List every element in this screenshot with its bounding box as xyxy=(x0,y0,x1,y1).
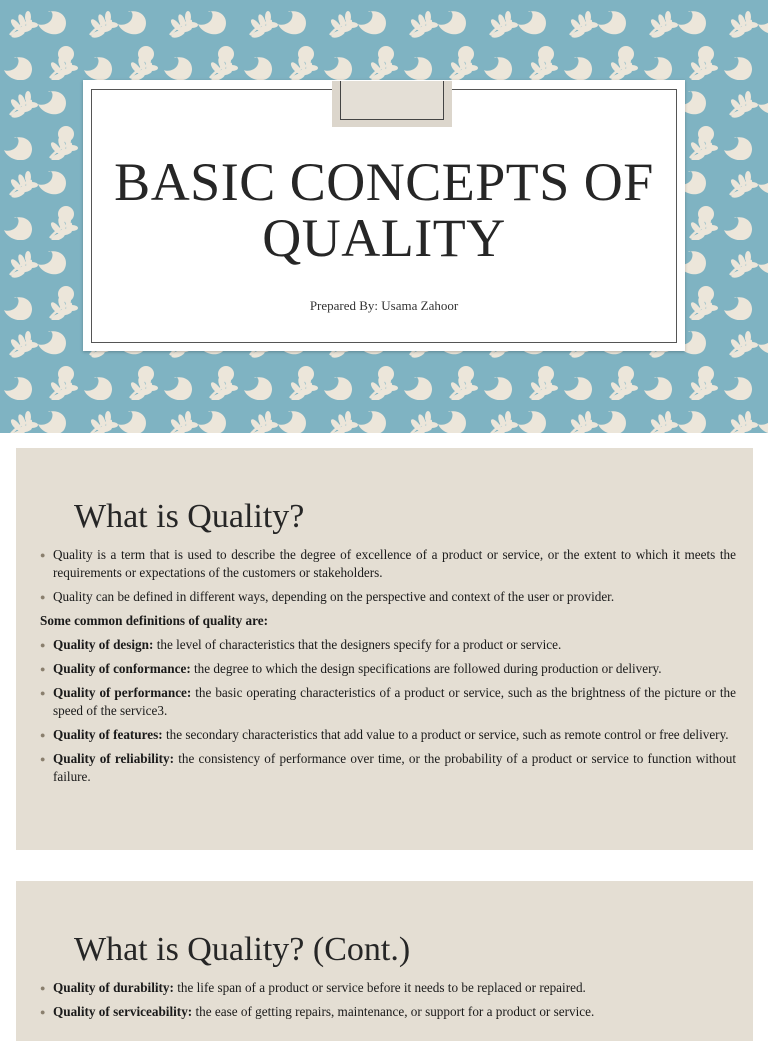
slide-body xyxy=(40,979,736,1027)
main-title-text: BASIC CONCEPTS OF QUALITY xyxy=(114,152,654,268)
bullet-text: Quality can be defined in different ways, depending on the perspective and context of the user or provider. xyxy=(53,589,615,604)
bullet-icon: ● xyxy=(40,688,46,698)
slide-body xyxy=(40,546,736,792)
bullet-icon: ● xyxy=(40,983,46,993)
bullet-icon: ● xyxy=(40,730,46,740)
list-item xyxy=(40,546,736,582)
subheading: Some common definitions of quality are: xyxy=(40,613,268,628)
definition-term: Quality of conformance: xyxy=(53,661,191,676)
slide-what-is-quality-cont xyxy=(16,881,753,1041)
slide-heading: What is Quality? xyxy=(74,498,305,535)
list-item xyxy=(40,1003,736,1021)
definition-term: Quality of reliability: xyxy=(53,751,175,766)
definition-text: the consistency of performance over time, or the probability of a product or service to function without failure. xyxy=(53,751,736,784)
decorative-tab xyxy=(332,81,452,127)
definition-text: the life span of a product or service before it needs to be replaced or repaired. xyxy=(173,980,586,995)
definition-text: the secondary characteristics that add value to a product or service, such as remote control or free delivery. xyxy=(162,727,729,742)
definition-term: Quality of features: xyxy=(53,727,163,742)
definition-term: Quality of durability: xyxy=(53,980,174,995)
definition-text: the ease of getting repairs, maintenance, or support for a product or service. xyxy=(192,1004,595,1019)
list-item xyxy=(40,636,736,654)
title-card-border xyxy=(91,89,677,343)
definition-term: Quality of performance: xyxy=(53,685,192,700)
list-item xyxy=(40,726,736,744)
definition-text: the level of characteristics that the designers specify for a product or service. xyxy=(153,637,562,652)
bullet-icon: ● xyxy=(40,640,46,650)
list-item xyxy=(40,660,736,678)
slide-what-is-quality xyxy=(16,448,753,850)
list-item xyxy=(40,684,736,720)
definition-term: Quality of serviceability: xyxy=(53,1004,193,1019)
list-item xyxy=(40,750,736,786)
bullet-icon: ● xyxy=(40,550,46,560)
subtitle: Prepared By: Usama Zahoor xyxy=(309,298,459,313)
decorative-tab-inner xyxy=(340,81,444,120)
bullet-icon: ● xyxy=(40,1007,46,1017)
main-title xyxy=(92,154,676,266)
bullet-icon: ● xyxy=(40,664,46,674)
title-slide xyxy=(0,0,768,433)
bullet-icon: ● xyxy=(40,754,46,764)
title-card xyxy=(83,80,685,351)
list-item xyxy=(40,979,736,997)
bullet-text: Quality is a term that is used to describe the degree of excellence of a product or service, or the extent to which it meets the requirements or expectations of the customers or stakeholders. xyxy=(53,547,736,580)
slide-heading: What is Quality? (Cont.) xyxy=(74,931,411,968)
bullet-icon: ● xyxy=(40,592,46,602)
definition-term: Quality of design: xyxy=(53,637,154,652)
definition-text: the basic operating characteristics of a product or service, such as the brightness of the picture or the speed of the service3. xyxy=(53,685,736,718)
list-item xyxy=(40,588,736,606)
definition-text: the degree to which the design specifications are followed during production or delivery. xyxy=(190,661,662,676)
